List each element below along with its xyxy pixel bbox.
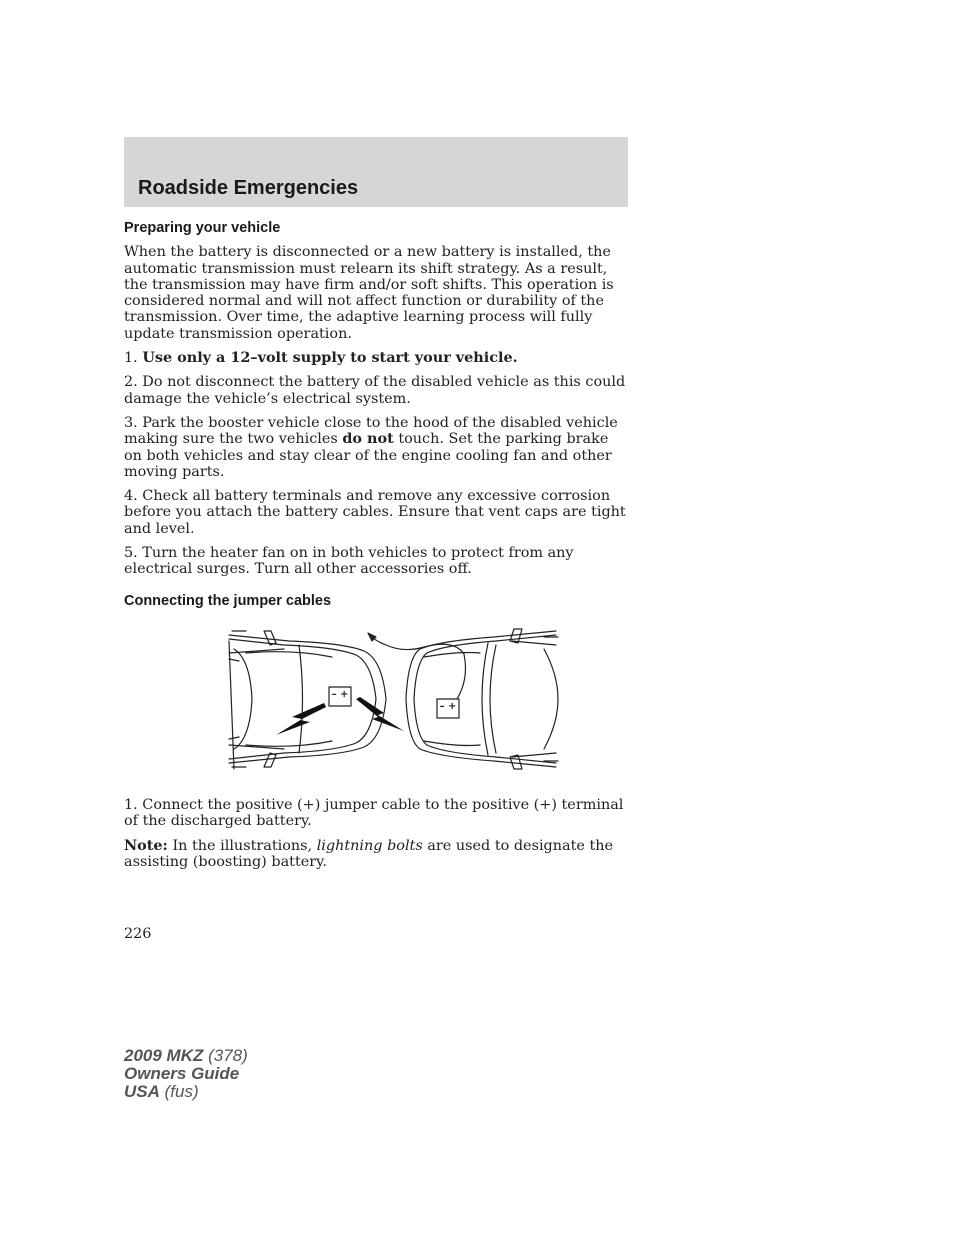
step-3 — [124, 415, 628, 480]
footer-line-3 — [124, 1083, 248, 1101]
heading-preparing-vehicle: Preparing your vehicle — [124, 220, 281, 236]
footer-model: 2009 MKZ — [124, 1046, 204, 1065]
right-battery-terminals: – + — [439, 700, 457, 712]
heading-connecting-cables: Connecting the jumper cables — [124, 592, 332, 609]
step-1-text: Use only a 12–volt supply to start your vehicle. — [142, 349, 518, 367]
intro-paragraph: When the battery is disconnected or a new battery is installed, the automatic transmission must relearn its shift strategy. As a result, the transmission may have firm and/or soft shifts. This operation is considered normal and will not affect function or durability of the transmission. Over time, the adaptive learning process will fully update transmission operation. — [124, 244, 614, 342]
step-2: 2. Do not disconnect the battery of the disabled vehicle as this could damage the vehicle’s electrical system. — [124, 374, 626, 407]
right-car-outline — [406, 629, 558, 769]
step-3-emphasis: do not — [342, 430, 394, 448]
footer-model-code: (378) — [203, 1046, 248, 1065]
step-3-text-b: touch. Set the parking brake on both vehicles and stay clear of the engine cooling fan and other moving parts. — [124, 431, 612, 480]
note-label: Note: — [124, 836, 168, 854]
step-1 — [124, 350, 628, 366]
page-content — [124, 220, 628, 878]
note-italic: lightning bolts — [316, 837, 423, 854]
step-5: 5. Turn the heater fan on in both vehicles to protect from any electrical surges. Turn all other accessories off. — [124, 545, 574, 578]
document-footer — [124, 1047, 248, 1101]
step-1-number: 1. — [124, 350, 143, 367]
jumper-cable-diagram — [124, 619, 628, 779]
note-text-a: In the illustrations, — [167, 837, 317, 854]
footer-market: USA — [124, 1082, 160, 1101]
jumper-cable-illustration — [124, 619, 628, 779]
footer-market-code: (fus) — [159, 1082, 199, 1101]
page-number: 226 — [124, 926, 152, 942]
footer-line-2 — [124, 1065, 248, 1083]
section-title: Roadside Emergencies — [138, 177, 359, 199]
connect-step-1: 1. Connect the positive (+) jumper cable to the positive (+) terminal of the discharged battery. — [124, 796, 624, 830]
left-battery-terminals: – + — [331, 688, 349, 700]
step-3-text-a: 3. Park the booster vehicle close to the hood of the disabled vehicle making sure the two vehicles — [124, 414, 618, 448]
footer-line-1 — [124, 1047, 248, 1065]
footer-guide: Owners Guide — [124, 1064, 240, 1083]
note-paragraph — [124, 838, 628, 871]
step-4: 4. Check all battery terminals and remove any excessive corrosion before you attach the battery cables. Ensure that vent caps are tight and level. — [124, 488, 626, 537]
note-text-b: are used to designate the assisting (boosting) battery. — [124, 837, 614, 870]
